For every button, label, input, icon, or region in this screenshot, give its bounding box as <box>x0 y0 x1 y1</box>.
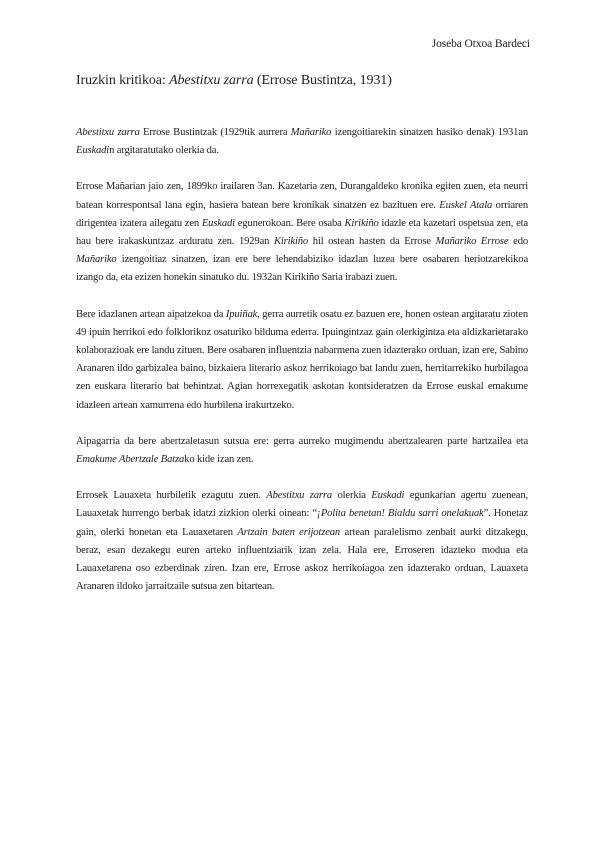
italic-text: Mañariko <box>290 127 332 138</box>
author-header: Joseba Otxoa Bardeci <box>431 38 530 50</box>
text-run: n argitaratutako olerkia da. <box>109 145 219 157</box>
italic-text: Artzain baten erijotzean <box>237 526 341 538</box>
italic-text: Euskadi <box>201 217 235 229</box>
text-run: ko kide izan zen. <box>184 454 254 466</box>
title-prefix: Iruzkin kritikoa: <box>76 73 170 88</box>
italic-text: Mañariko Errose <box>435 236 509 248</box>
text-run: artean paralelismo zenbait aurki ditzakegu, beraz, esan dezakegu euren arteko influentziarik izan zela. Hala ere, Erroseren idazteko modua eta Lauaxetarena oso ezberdinak ziren. Izan ere, Errose askoz herrikoiagoa zen idazterako orduan, Lauaxeta Aranaren ildoko jarraitzaile sutsua zen bitartean. <box>76 526 528 593</box>
paragraph <box>76 433 528 469</box>
text-run: izengoitiarekin sinatzen hasiko denak) 1931an <box>331 127 528 138</box>
text-run: orriaren dirigentea izatera ailegatu zen <box>76 199 528 229</box>
text-run: Errosek Lauaxeta hurbiletik ezagutu zuen. <box>76 490 267 502</box>
title-suffix: (Errose Bustintza, 1931) <box>253 73 392 88</box>
text-run: ”. Honetaz gain, olerki honetan eta Lauaxetaren <box>76 508 528 538</box>
italic-text: Kirikiño <box>273 236 309 248</box>
italic-text: Abestitxu zarra <box>266 490 332 502</box>
italic-text: Emakume Abertzale Batza <box>76 454 185 466</box>
text-run: egunkarian agertu zuenean, Lauaxetak hurrengo berbak idatzi zizkion olerki oinean: “ <box>76 490 528 520</box>
title-work: Abestitxu zarra <box>169 73 254 88</box>
italic-text: Abestitxu zarra <box>76 127 140 138</box>
page-title <box>76 73 392 89</box>
paragraph <box>76 124 528 160</box>
paragraph <box>76 306 528 415</box>
paragraph <box>76 487 528 596</box>
document-body <box>76 124 528 614</box>
italic-text: ¡Polita benetan! Bialdu sarri onelakuak <box>316 508 484 520</box>
italic-text: Kirikiño <box>344 217 379 229</box>
text-run: , gerra aurretik osatu ez bazuen ere, honen ostean argitaratu zioten 49 ipuin herrikoi edo folklorikoz osaturiko bilduma ederra. Ipuingintzaz gain olerkigintza eta aldizkarietarako kolaborazioak ere landu zituen. Bere osabaren influentzia nabarmena zuen idazterako orduan, izan ere, Sabino Aranaren ildo garbizalea baino, bizkaiera literario askoz herrikoiago bat landu zuen, herritarrekiko hurbilagoa zen euskara literario bat behintzat. Agian horrexegatik askotan kontsideratzen da Errose euskal emakume idazleen artean xamurrena edo hurbilena irakurtzeko. <box>76 308 528 411</box>
italic-text: Euskadi <box>371 490 405 502</box>
text-run: edo <box>508 236 528 248</box>
text-run: hil ostean hasten da Errose <box>308 236 436 248</box>
italic-text: Ipuiñak <box>225 308 258 320</box>
italic-text: Euskel Atala <box>439 199 493 211</box>
text-run: Bere idazlanen artean aipatzekoa da <box>76 308 226 320</box>
text-run: egunerokoan. Bere osaba <box>234 217 345 229</box>
text-run: Aipagarria da bere abertzaletasun sutsua ere: gerra aurreko mugimendu abertzalearen parte hartzailea eta <box>76 435 528 447</box>
paragraph <box>76 178 528 287</box>
text-run: izengoitiaz sinatzen, izan ere bere lehendabiziko idazlan luzea bere osabaren heriotzarekikoa izango da, eta ezizen honekin sinatuko du. 1932an Kirikiño Saria irabazi zuen. <box>76 254 528 284</box>
text-run: Errose Mañarian jaio zen, 1899ko irailaren 3an. Kazetaria zen, Durangaldeko kronika egiten zuen, eta neurri batean korrespontsal lana egin, hasiera batean bere kronikak sinatzen ez bazituen ere. <box>76 181 528 211</box>
italic-text: Euskadi <box>76 145 110 157</box>
text-run: olerkia <box>332 490 372 502</box>
italic-text: Mañariko <box>76 254 117 266</box>
text-run: Errose Bustintzak (1929tik aurrera <box>139 127 291 138</box>
text-run: idazle eta kazetari ospetsua zen, eta hau bere irakaskuntzaz arduratu zen. 1929an <box>76 217 529 248</box>
